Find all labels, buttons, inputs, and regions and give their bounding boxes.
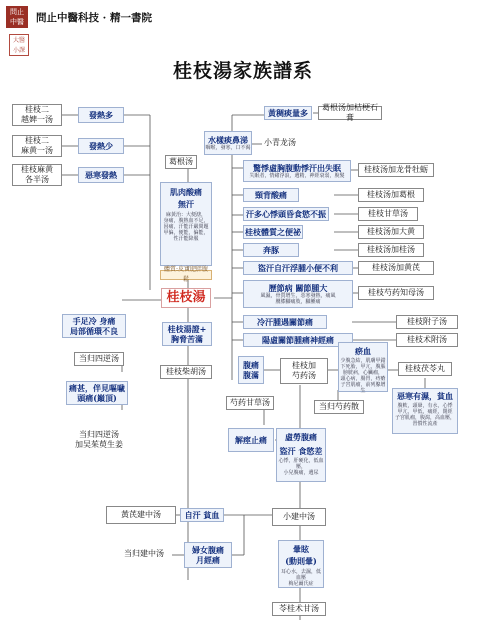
node-guizhi-zheng-xiongxie: 桂枝湯證+ 胸脅苦滿 [162, 322, 212, 346]
node-jingbei-suantong: 頸背酸痛 [243, 188, 299, 202]
ehan-notes: 腹軟，頭暈，有水，心悸 甲亢，甲低，痛經，閉經 子宮肌瘤，腹瀉，高血壓， 習慣性流產 [394, 403, 455, 427]
xuanyun-title: 暈眩 [293, 544, 309, 554]
jirou-notes: 麻黃治：大便溏， 身痛，腹熱血不足， 因痛，汗能汗嚴問題 甲偏，便能，偏能， 性汗能降服 [163, 212, 209, 242]
node-daohan-zihan: 盜汗自汗浮腫小便不利 [243, 261, 353, 275]
node-xiao-jianzhong: 小建中汤 [272, 508, 326, 526]
node-funv-futong: 婦女腹痛 月經痛 [184, 542, 232, 568]
node-guizhi-mahuang-geban: 桂枝麻黄 各半汤 [12, 164, 62, 186]
node-xuanyun [278, 540, 324, 588]
shuiyang-notes: 咽喉，發寒，口不渴 [205, 145, 251, 151]
node-linggui-zhugan: 苓桂术甘汤 [272, 602, 326, 616]
node-lijie-bing [243, 280, 353, 308]
node-guizhi-chaihu: 桂枝柴胡汤 [160, 365, 212, 379]
node-guizhi-fuzi: 桂枝附子汤 [396, 315, 458, 329]
node-huangqi-jianzhong: 黃芪建中汤 [106, 506, 176, 524]
node-xiaoqinglong: 小青龙汤 [262, 136, 298, 150]
node-guizhi-er-yuebi: 桂枝二 越婢一汤 [12, 104, 62, 126]
xulao-title: 虛勞腹痛 [285, 432, 317, 442]
jirou-title: 肌肉酸痛 [170, 187, 202, 197]
node-lenghan: 冷汗腫遇關節痛 [243, 315, 327, 329]
node-fare-shao: 發熱少 [78, 138, 124, 154]
node-guizhi-fuling: 桂枝茯苓丸 [398, 362, 452, 376]
node-jingji-xu [243, 160, 351, 182]
node-guizhi-er-mahuang: 桂枝二 麻黄一汤 [12, 135, 62, 157]
node-shouzu-leng: 手足冷 身痛 局部循環不良 [62, 314, 126, 338]
tip-tizhi: 體質:皮實肥胖腹鬆 [160, 270, 212, 280]
node-guizhi-gegen: 桂枝汤加葛根 [358, 188, 424, 202]
node-jirou-suantong [160, 182, 212, 266]
node-zihan-pinxue: 自汗 貧血 [180, 508, 224, 522]
node-guizhi-jia-shaoyao: 桂枝加 芍药汤 [280, 358, 328, 384]
jingji-notes: 失眠者，情緒浮浪，遺精，神經衰弱，脫髮 [249, 173, 345, 179]
node-guizhi-jiagui: 桂枝汤加桂汤 [358, 243, 424, 257]
brand-name: 問止中醫科技 · 精一書院 [36, 12, 152, 24]
lijie-notes: 風濕，骨質增生，惡寒發熱，痛風 腰膝腳痛肢，腳腫痛 [260, 293, 336, 305]
node-guizhi-huangqi: 桂枝汤加黄芪 [358, 261, 434, 275]
node-yangxu: 陽虛關節腫痛神經痛 [243, 333, 353, 347]
node-futong: 腹痛 腹滿 [238, 356, 264, 384]
xuanyun-notes: 耳心水，去濕，低血壓 梅尼爾氏症 [280, 569, 321, 587]
node-bentun: 奔豚 [243, 243, 299, 257]
shuiyang-title: 水樣痰鼻涕 [208, 135, 248, 145]
jingji-title: 驚悸虛胸腹動悸汗出失眠 [253, 163, 341, 173]
node-gegen-tang: 葛根汤 [165, 155, 197, 169]
node-danggui-sini-wuzhuyu: 当归四逆汤 加吴茱萸生姜 [68, 428, 130, 452]
yuxue-notes: 少腹急結，肌膚甲錯 下死胎，甲亢，腹脹 膀胱病，心臟瘤， 頭心病，腸胃，痔瘡 子宮肌瘤，前列腺增生 [340, 358, 386, 394]
node-huangchou-tan: 黃稠痰量多 [264, 106, 312, 120]
node-guizhi-gancao: 桂枝甘草汤 [358, 207, 418, 221]
node-tizhi-bianmi: 桂枝體質之便祕 [245, 227, 301, 237]
xuanyun-sub: (動則暈) [285, 556, 317, 566]
node-xulao-futong [276, 428, 326, 482]
node-danggui-shaoyao: 当归芍药散 [314, 400, 364, 414]
xulao-notes: 心悸，肝硬化，低血壓， 小兒腹痛，遺尿 [278, 458, 324, 476]
node-danggui-jianzhong: 当归建中汤 [116, 546, 172, 562]
node-tongshen: 痛甚，伴見嘔噦 頭痛(巔頂) [66, 381, 128, 405]
node-gegen-jiegeng-shigao: 葛根汤加桔梗石膏 [318, 106, 382, 120]
node-ehan-youshi [392, 388, 458, 434]
yuxue-title: 瘀血 [355, 346, 371, 356]
node-shaoyao-gancao: 芍药甘草汤 [226, 396, 274, 410]
node-shuiyang-tan [204, 131, 252, 155]
ehan-title: 惡寒有濕，貧血 [397, 391, 453, 401]
jirou-sub: 無汗 [178, 199, 194, 209]
node-guizhi-dahuang: 桂枝汤加大黄 [358, 225, 424, 239]
node-handuo-xinji: 汗多心悸頭昏食慾不振 [243, 207, 329, 221]
node-yuxue [338, 342, 388, 392]
node-jiejing-zhitong: 解痙止痛 [228, 428, 274, 452]
lijie-title: 歷節病 關節腫大 [268, 283, 328, 293]
node-guizhi-tang-main: 桂枝湯 [161, 288, 211, 308]
node-ehan-fare: 惡寒發熱 [78, 167, 124, 183]
node-fare-duo: 發熱多 [78, 107, 124, 123]
xulao-sub: 盜汗 食慾差 [279, 446, 323, 456]
node-shaoyao-zhimu: 桂枝芍药知母汤 [358, 286, 434, 300]
node-guizhi-baizhu: 桂枝术附汤 [396, 333, 458, 347]
secondary-logo-seal: 大醫 小課 [9, 34, 29, 56]
page-title: 桂枝湯家族譜系 [172, 60, 313, 82]
node-longgu-muli: 桂枝汤加龙骨牡蛎 [358, 163, 434, 177]
node-danggui-sini: 当归四逆汤 [74, 352, 124, 366]
brand-logo-seal: 問止 中醫 [6, 6, 28, 28]
